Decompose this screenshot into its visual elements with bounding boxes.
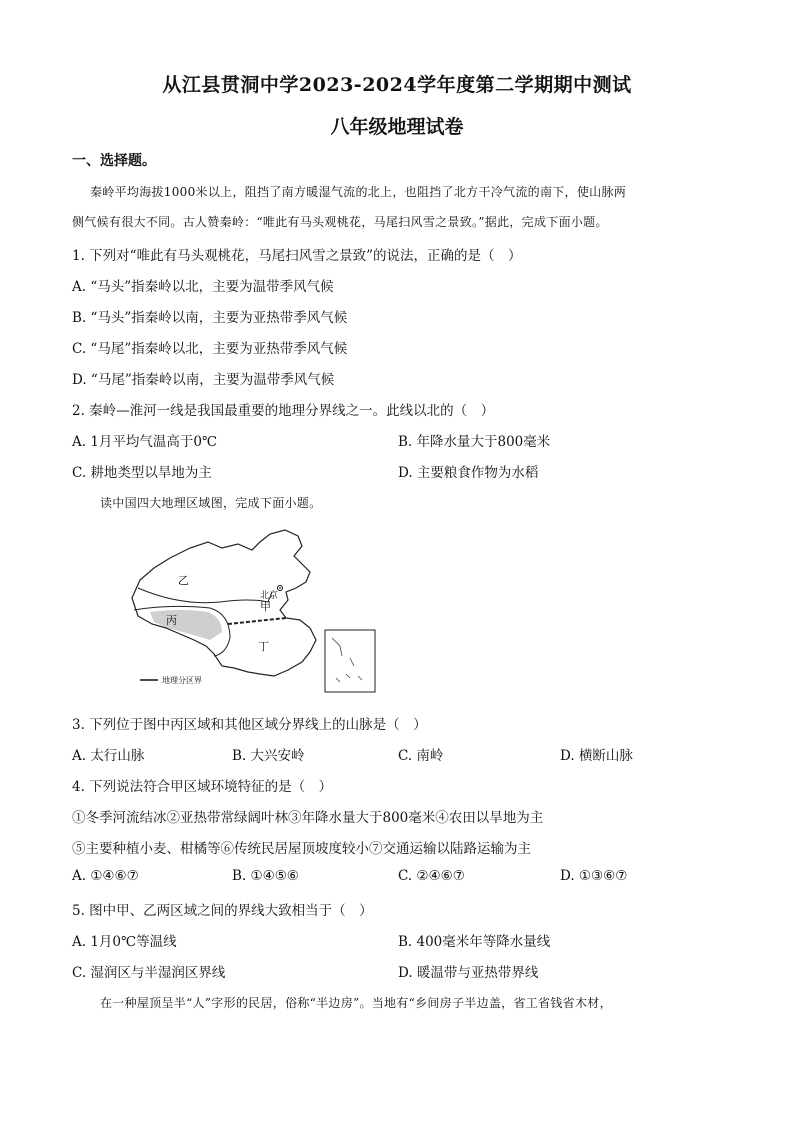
- question-4-option-b: B. ①④⑤⑥: [232, 868, 299, 884]
- question-4-stem: 4. 下列说法符合甲区域环境特征的是（ ）: [72, 779, 333, 795]
- question-5-option-a: A. 1月0℃等温线: [72, 934, 177, 950]
- map-label-bing: 丙: [166, 614, 177, 627]
- question-1-option-b: B. “马头”指秦岭以南，主要为亚热带季风气候: [72, 310, 348, 326]
- question-3-option-d: D. 横断山脉: [560, 748, 633, 764]
- question-1-stem: 1. 下列对“唯此有马头观桃花，马尾扫风雪之景致”的说法，正确的是（ ）: [72, 248, 522, 264]
- legend-label: 地理分区界: [162, 676, 202, 685]
- question-2-stem: 2. 秦岭—淮河一线是我国最重要的地理分界线之一。此线以北的（ ）: [72, 403, 495, 419]
- question-5-option-c: C. 湿润区与半湿润区界线: [72, 965, 226, 981]
- question-4-option-d: D. ①③⑥⑦: [560, 868, 628, 884]
- map-label-jia: 甲: [260, 600, 271, 613]
- qinling-huaihe-line: [228, 618, 286, 624]
- question-3-option-c: C. 南岭: [398, 748, 444, 764]
- question-2-option-a: A. 1月平均气温高于0℃: [72, 434, 218, 450]
- question-2-option-d: D. 主要粮食作物为水稻: [398, 465, 539, 481]
- exam-title: 从江县贯洞中学2023-2024学年度第二学期期中测试: [162, 74, 632, 96]
- question-3-option-b: B. 大兴安岭: [232, 748, 305, 764]
- plateau-shading: [150, 610, 222, 640]
- passage-1-line-2: 侧气候有很大不同。古人赞秦岭：“唯此有马头观桃花，马尾扫风雪之景致。”据此，完成下面小题。: [72, 215, 608, 229]
- map-label-ding: 丁: [258, 640, 269, 653]
- region-boundary-yi: [138, 588, 272, 603]
- question-5-option-b: B. 400毫米年等降水量线: [398, 934, 551, 950]
- question-4-items-2: ⑤主要种植小麦、柑橘等⑥传统民居屋顶坡度较小⑦交通运输以陆路运输为主: [72, 841, 531, 857]
- south-china-sea-inset: [325, 630, 375, 692]
- china-outline: [132, 530, 316, 676]
- section-heading: 一、选择题。: [72, 153, 156, 169]
- question-1-option-a: A. “马头”指秦岭以北，主要为温带季风气候: [72, 279, 334, 295]
- map-label-yi: 乙: [178, 574, 189, 587]
- question-2-option-c: C. 耕地类型以旱地为主: [72, 465, 212, 481]
- passage-2: 读中国四大地理区域图，完成下面小题。: [100, 496, 322, 510]
- china-regions-map: [110, 528, 400, 698]
- question-4-option-c: C. ②④⑥⑦: [398, 868, 465, 884]
- exam-subtitle: 八年级地理试卷: [330, 116, 464, 138]
- passage-1-line-1: 秦岭平均海拔1000米以上，阻挡了南方暖湿气流的北上，也阻挡了北方干冷气流的南下，使山脉两: [90, 185, 627, 199]
- map-label-beijing: 北京: [260, 591, 279, 601]
- question-3-option-a: A. 太行山脉: [72, 748, 145, 764]
- question-2-option-b: B. 年降水量大于800毫米: [398, 434, 551, 450]
- question-1-option-c: C. “马尾”指秦岭以北，主要为亚热带季风气候: [72, 341, 348, 357]
- question-5-option-d: D. 暖温带与亚热带界线: [398, 965, 539, 981]
- question-4-items-1: ①冬季河流结冰②亚热带常绿阔叶林③年降水量大于800毫米④农田以旱地为主: [72, 810, 544, 826]
- question-5-stem: 5. 图中甲、乙两区域之间的界线大致相当于（ ）: [72, 903, 373, 919]
- question-1-option-d: D. “马尾”指秦岭以南，主要为温带季风气候: [72, 372, 335, 388]
- question-4-option-a: A. ①④⑥⑦: [72, 868, 139, 884]
- question-3-stem: 3. 下列位于图中丙区域和其他区域分界线上的山脉是（ ）: [72, 717, 427, 733]
- passage-3: 在一种屋顶呈半“人”字形的民居，俗称“半边房”。当地有“乡间房子半边盖，省工省钱省木材，: [100, 996, 612, 1010]
